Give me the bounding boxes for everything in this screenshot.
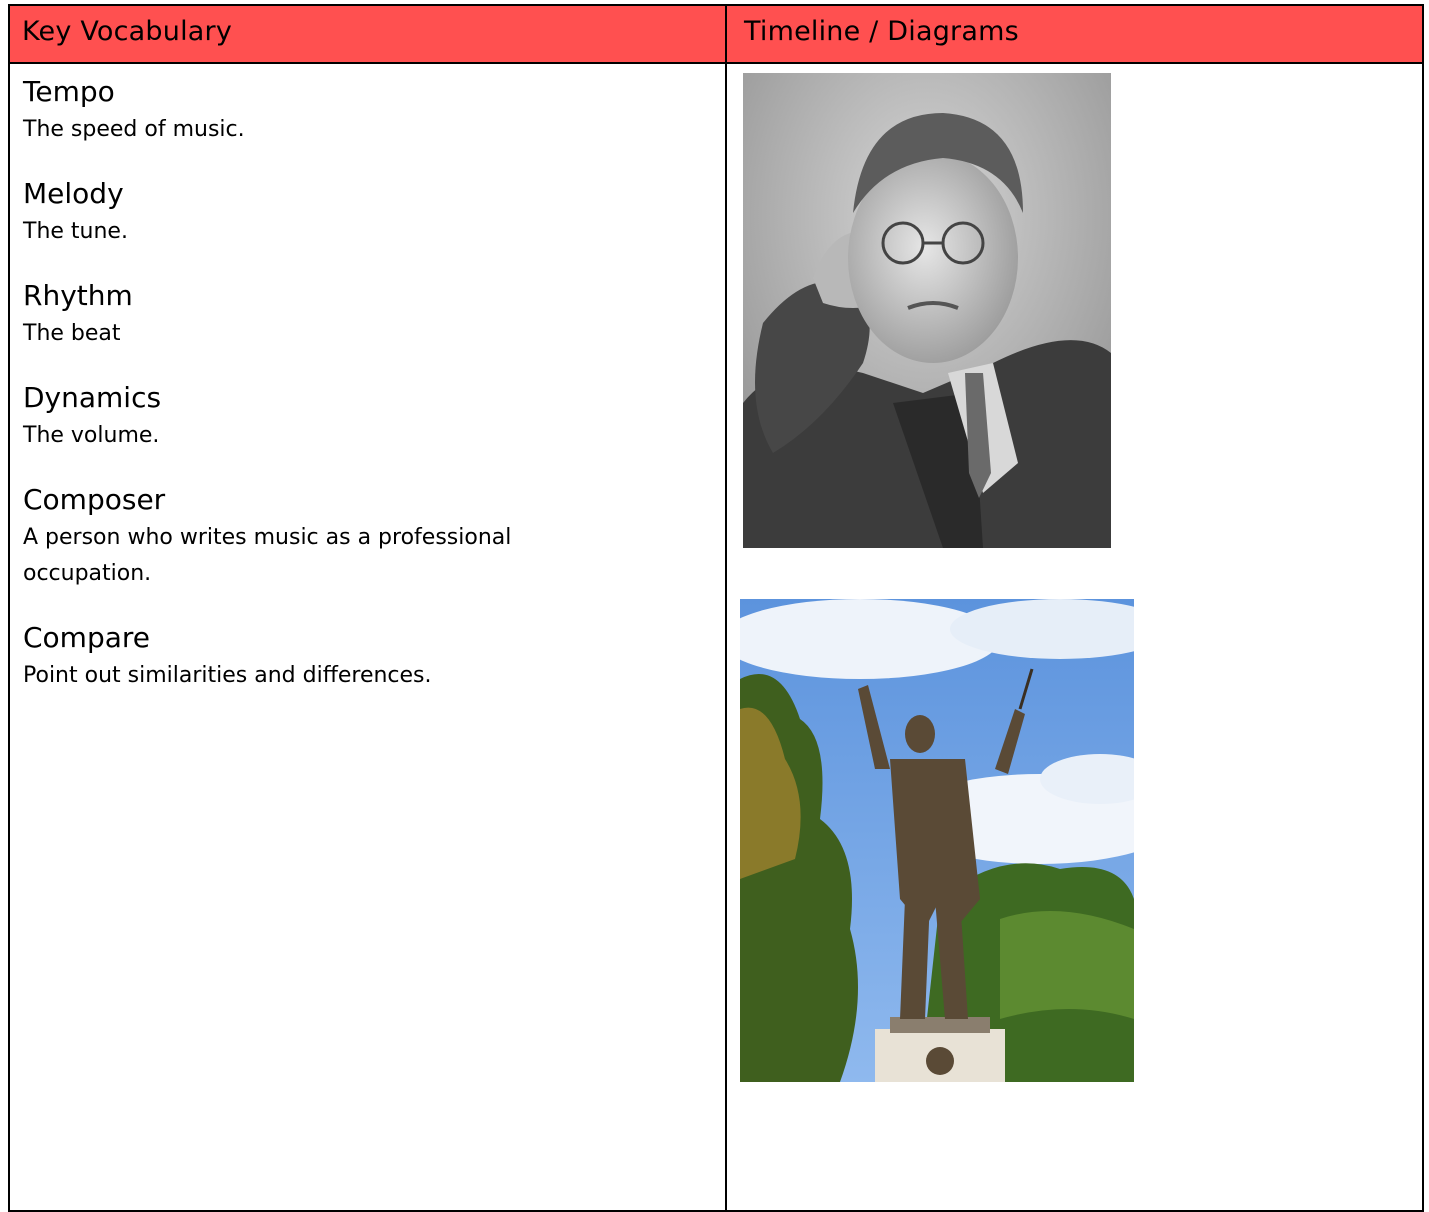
vocab-term: Rhythm xyxy=(23,279,133,312)
composer-portrait-photo xyxy=(743,73,1111,548)
vocab-item-composer xyxy=(23,480,713,592)
vocab-item-rhythm xyxy=(23,276,713,352)
vocab-term: Composer xyxy=(23,483,166,516)
vocab-definition: The speed of music. xyxy=(23,117,245,142)
key-vocabulary-heading: Key Vocabulary xyxy=(22,16,232,47)
vocab-term: Dynamics xyxy=(23,381,162,414)
vocab-item-compare xyxy=(23,618,713,694)
vocab-definition: The volume. xyxy=(23,423,160,448)
vocab-item-dynamics xyxy=(23,378,713,454)
vocab-term: Compare xyxy=(23,621,151,654)
vocabulary-list xyxy=(23,72,713,720)
conductor-statue-photo xyxy=(740,599,1134,1082)
vocab-definition: The tune. xyxy=(23,219,128,244)
vocab-item-tempo xyxy=(23,72,713,148)
vocab-definition: The beat xyxy=(23,321,121,346)
vocab-term: Tempo xyxy=(23,75,115,108)
knowledge-organiser-table xyxy=(8,4,1424,1212)
vocab-definition: A person who writes music as a professional occupation. xyxy=(23,525,512,586)
vocab-definition: Point out similarities and differences. xyxy=(23,663,432,688)
table-header-row xyxy=(10,6,1422,64)
vocab-item-melody xyxy=(23,174,713,250)
timeline-diagrams-heading: Timeline / Diagrams xyxy=(744,16,1019,47)
column-divider xyxy=(725,6,727,1210)
vocab-term: Melody xyxy=(23,177,124,210)
